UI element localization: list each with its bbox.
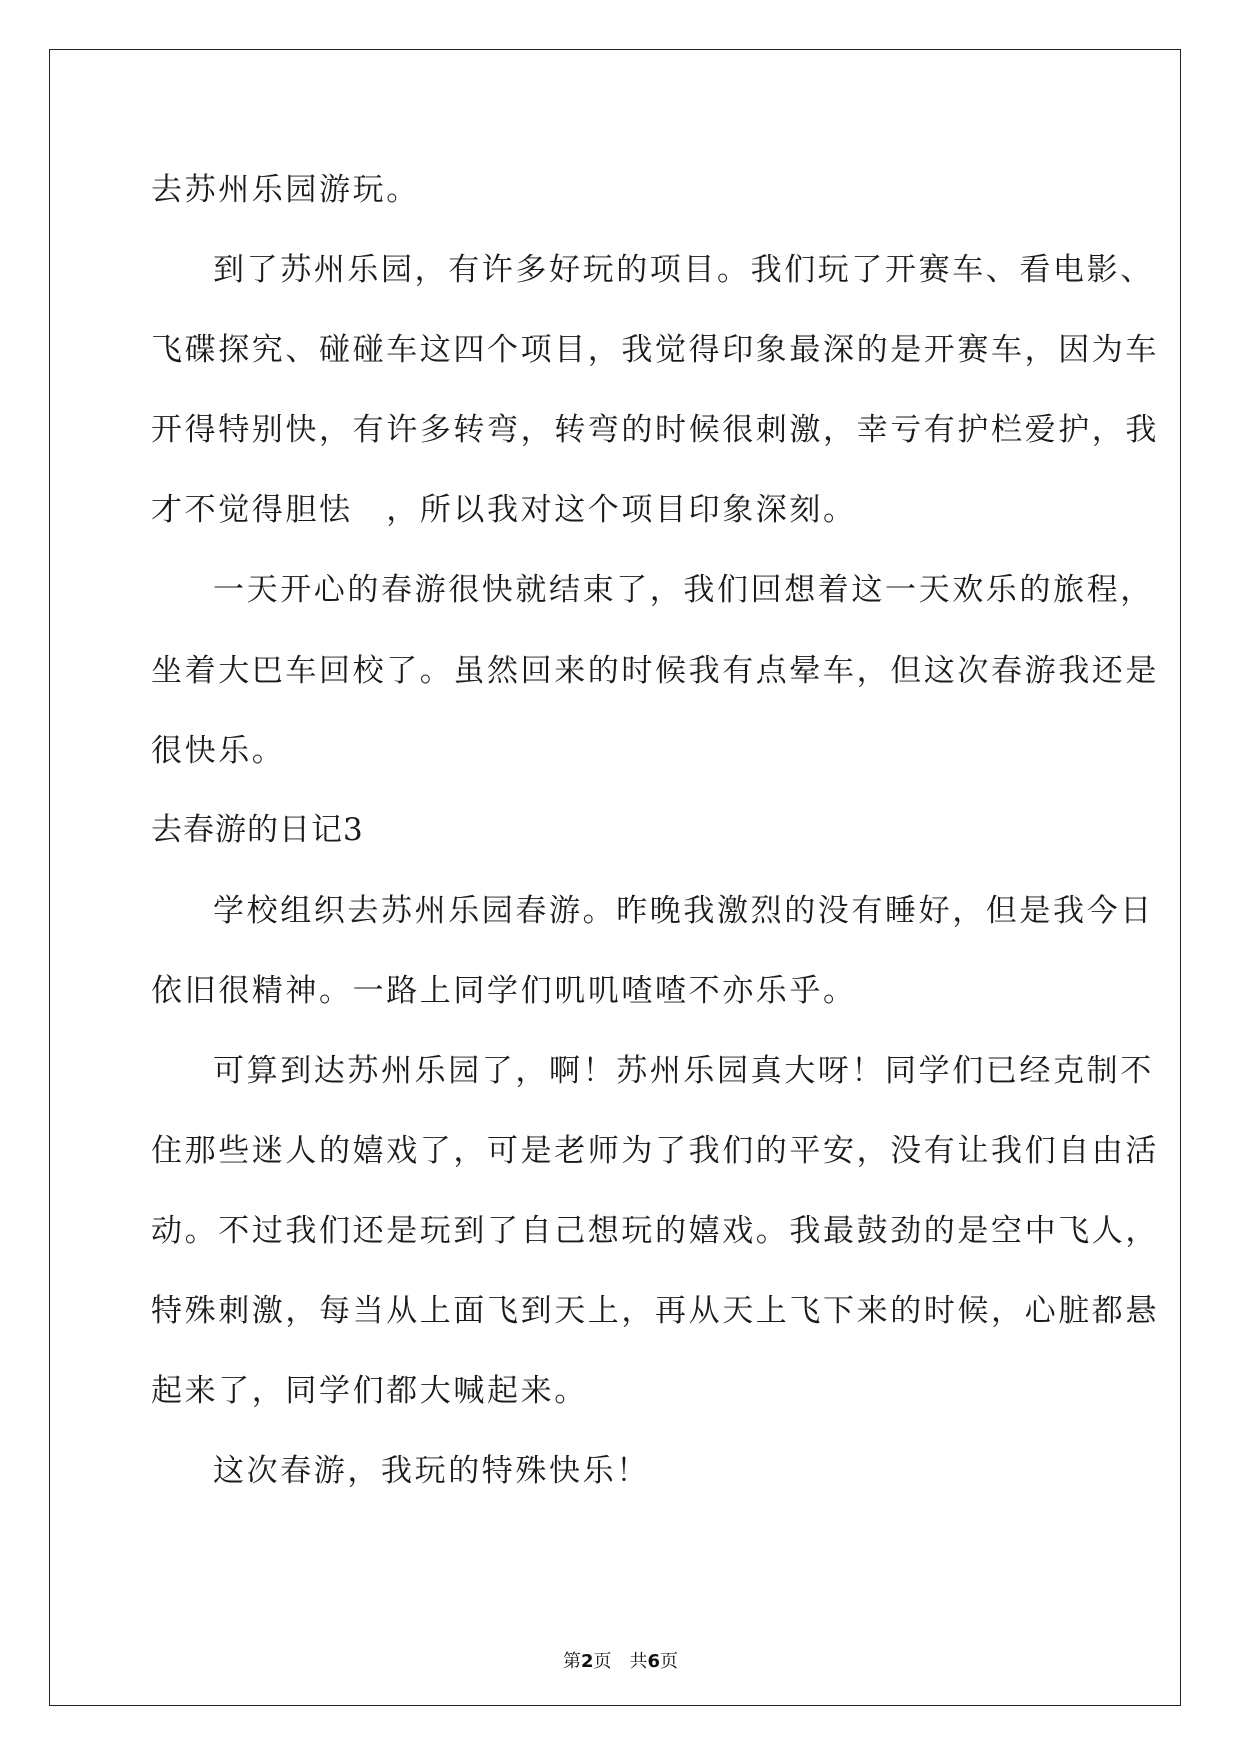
text-line-2: 到了苏州乐园，有许多好玩的项目。我们玩了开赛车、看电影、 bbox=[213, 252, 1154, 288]
page-prefix: 第 bbox=[562, 1651, 581, 1672]
text-line-17: 这次春游，我玩的特殊快乐！ bbox=[213, 1453, 650, 1489]
text-line-3: 飞碟探究、碰碰车这四个项目，我觉得印象最深的是开赛车，因为车 bbox=[151, 332, 1159, 368]
text-line-14: 动。不过我们还是玩到了自己想玩的嬉戏。我最鼓劲的是空中飞人， bbox=[151, 1213, 1159, 1249]
text-line-7: 坐着大巴车回校了。虽然回来的时候我有点晕车，但这次春游我还是 bbox=[151, 653, 1159, 689]
text-line-13: 住那些迷人的嬉戏了，可是老师为了我们的平安，没有让我们自由活 bbox=[151, 1133, 1159, 1169]
text-line-15: 特殊刺激，每当从上面飞到天上，再从天上飞下来的时候，心脏都悬 bbox=[151, 1293, 1159, 1329]
page-mid: 页 共 bbox=[593, 1651, 648, 1672]
text-line-5: 才不觉得胆怯 ，所以我对这个项目印象深刻。 bbox=[151, 492, 857, 528]
total-pages-number: 6 bbox=[647, 1651, 661, 1672]
text-line-6: 一天开心的春游很快就结束了，我们回想着这一天欢乐的旅程， bbox=[213, 572, 1154, 608]
text-line-1: 去苏州乐园游玩。 bbox=[151, 172, 420, 208]
text-line-10: 学校组织去苏州乐园春游。昨晚我激烈的没有睡好，但是我今日 bbox=[213, 893, 1154, 929]
text-line-4: 开得特别快，有许多转弯，转弯的时候很刺激，幸亏有护栏爱护，我 bbox=[151, 412, 1159, 448]
text-line-12: 可算到达苏州乐园了，啊！苏州乐园真大呀！同学们已经克制不 bbox=[213, 1053, 1154, 1089]
page-footer bbox=[0, 1650, 1241, 1674]
section-heading: 去春游的日记3 bbox=[151, 812, 364, 848]
text-line-11: 依旧很精神。一路上同学们叽叽喳喳不亦乐乎。 bbox=[151, 973, 857, 1009]
text-line-16: 起来了，同学们都大喊起来。 bbox=[151, 1373, 588, 1409]
text-line-8: 很快乐。 bbox=[151, 733, 286, 769]
current-page-number: 2 bbox=[580, 1651, 594, 1672]
page-suffix: 页 bbox=[660, 1651, 679, 1672]
